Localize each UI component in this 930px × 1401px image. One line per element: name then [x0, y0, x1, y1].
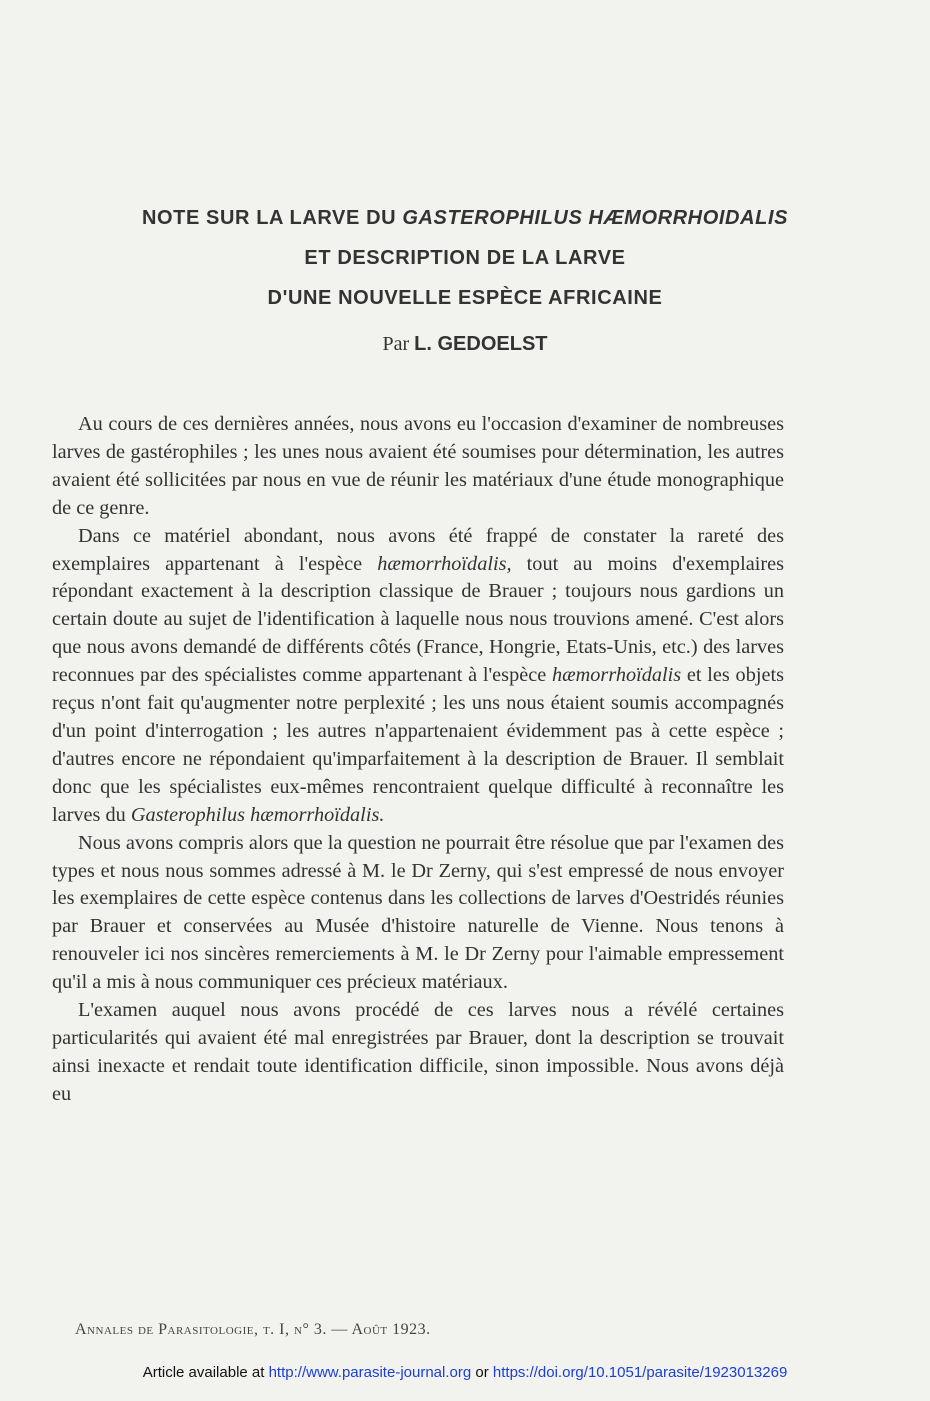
- title-species-name: GASTEROPHILUS HÆMORRHOIDALIS: [402, 207, 789, 229]
- article-note-prefix: Article available at: [142, 1364, 269, 1381]
- paragraph-2-part-a: Dans ce matériel abondant, nous avons été frappé de constater la rareté des exemplaires appartenant à l'espèce: [52, 524, 784, 575]
- doi-link[interactable]: https://doi.org/10.1051/parasite/1923013269: [492, 1364, 788, 1381]
- title-line-3: D'UNE NOUVELLE ESPÈCE AFRICAINE: [267, 287, 663, 309]
- species-italic-3: Gasterophilus hæmorrhoïdalis.: [130, 803, 385, 826]
- paragraph-1: Au cours de ces dernières années, nous avons eu l'occasion d'examiner de nombreuses larves de gastérophiles ; les unes nous avaient été soumises pour détermination, les autres avaient été sollicitées par nous en vue de réunir les matériaux d'une étude monographique de ce genre.: [52, 413, 784, 519]
- title-line-1-prefix: NOTE SUR LA LARVE DU: [141, 207, 403, 229]
- paragraph-2: [52, 523, 784, 830]
- journal-footer: Annales de Parasitologie, t. I, n° 3. — Août 1923.: [75, 1321, 431, 1338]
- paragraph-2-part-b: tout au moins d'exemplaires répondant exactement à la description classique de Brauer ; toujours nous gardions un certain doute au sujet de l'identification à laquelle nous nous trouvions amené. C'est alors que nous avons demandé de différents côtés (France, Hongrie, Etats-Unis, etc.) des larves reconnues par des spécialistes comme appartenant à l'espèce: [52, 552, 784, 687]
- author-prefix: Par: [382, 333, 415, 355]
- article-title: [40, 198, 890, 318]
- article-note-middle: or: [471, 1364, 493, 1381]
- title-line-2: ET DESCRIPTION DE LA LARVE: [304, 247, 626, 269]
- paragraph-2-part-c: et les objets reçus n'ont fait qu'augmenter notre perplexité ; les uns nous étaient soumis accompagnés d'un point d'interrogation ; les autres n'appartenaient évidemment pas à cette espèce ; d'autres encore ne répondaient qu'imparfaitement à la description de Brauer. Il semblait donc que les spécialistes eux-mêmes rencontraient quelque difficulté à reconnaître les larves du: [52, 664, 784, 826]
- title-line-1: [40, 198, 890, 238]
- author-name: L. GEDOELST: [414, 333, 548, 355]
- journal-link[interactable]: http://www.parasite-journal.org: [268, 1364, 472, 1381]
- author-line: [0, 333, 930, 356]
- article-availability-note: [0, 1364, 930, 1381]
- species-italic-2: hæmorrhoïdalis: [551, 664, 682, 687]
- article-body: [52, 411, 784, 1109]
- paragraph-3: Nous avons compris alors que la question ne pourrait être résolue que par l'examen des types et nous nous sommes adressé à M. le Dr Zerny, qui s'est empressé de nous envoyer les exemplaires de cette espèce contenus dans les collections de larves d'Oestridés réunies par Brauer et conservées au Musée d'histoire naturelle de Vienne. Nous tenons à renouveler ici nos sincères remerciements à M. le Dr Zerny pour l'aimable empressement qu'il a mis à nous communiquer ces précieux matériaux.: [52, 831, 784, 994]
- paragraph-4: L'examen auquel nous avons procédé de ces larves nous a révélé certaines particularités qui avaient été mal enregistrées par Brauer, dont la description se trouvait ainsi inexacte et rendait toute identification difficile, sinon impossible. Nous avons déjà eu: [52, 999, 784, 1105]
- species-italic-1: hæmorrhoïdalis,: [377, 552, 512, 575]
